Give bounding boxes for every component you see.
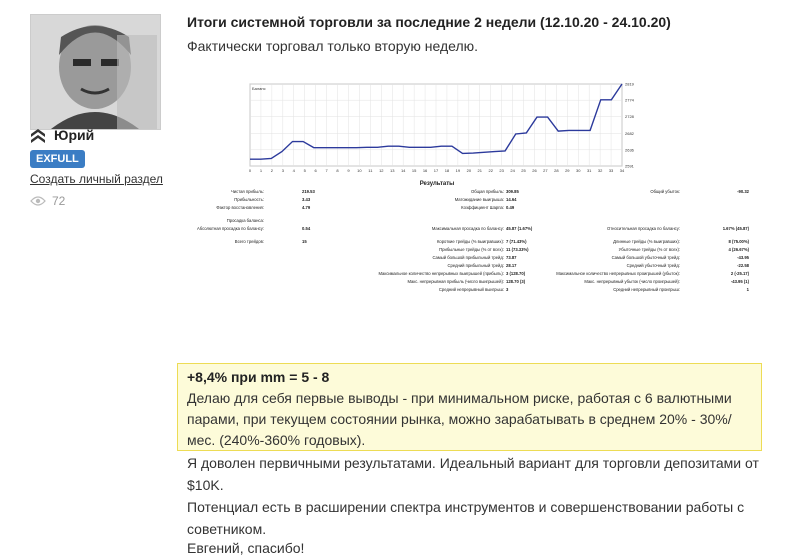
y-tick-label: 2682 [625, 130, 634, 136]
report-label: Матожидание выигрыша: [454, 197, 504, 202]
balance-chart [249, 82, 635, 174]
x-tick-label: 32 [597, 168, 603, 173]
report-value: 4 (26.67%) [728, 247, 749, 252]
report-label: Убыточные трейды (% от всех): [618, 247, 680, 252]
x-tick-label: 12 [379, 168, 384, 173]
highlight-title: +8,4% при mm = 5 - 8 [187, 369, 330, 385]
report-value: 128.70 (3) [506, 279, 526, 284]
post-title: Итоги системной торговли за последние 2 недели (12.10.20 - 24.10.20) [187, 14, 671, 30]
report-value: 309.85 [506, 189, 519, 194]
report-value: 14.64 [506, 197, 517, 202]
x-tick-label: 26 [532, 168, 537, 173]
report-value: 73.87 [506, 255, 517, 260]
report-heading: Результаты [419, 181, 455, 187]
x-tick-label: 6 [314, 168, 317, 173]
report-row [235, 239, 750, 244]
report-row [439, 247, 749, 252]
report-row [379, 271, 750, 276]
report-row [227, 218, 264, 223]
views-value: 72 [52, 194, 66, 208]
x-tick-label: 10 [357, 168, 362, 173]
paragraph-results: Я доволен первичными результатами. Идеальный вариант для торговли депозитами от $10K. [187, 455, 759, 493]
report-label: Коэффициент Шарпа: [461, 205, 504, 210]
y-tick-label: 2728 [625, 114, 634, 120]
x-tick-label: 31 [586, 168, 592, 173]
post-subtitle: Фактически торговал только вторую неделю. [187, 38, 478, 54]
x-tick-label: 14 [400, 168, 406, 173]
report-value: 3 [506, 287, 509, 292]
paragraph-thanks: Евгений, спасибо! [187, 540, 305, 556]
x-tick-label: 18 [444, 168, 450, 173]
report-value: -43.95 (1) [730, 279, 749, 284]
report-table [197, 189, 750, 292]
avatar-image [31, 15, 160, 129]
report-label: Макс. непрерывный убыток (число проигрышей): [584, 279, 680, 284]
report-value: 2 (-25.17) [730, 271, 749, 276]
report-row [447, 263, 749, 268]
x-tick-label: 25 [521, 168, 526, 173]
x-tick-label: 11 [368, 168, 373, 173]
report-label: Чистая прибыль: [231, 189, 264, 194]
x-tick-label: 23 [499, 168, 504, 173]
x-tick-label: 0 [248, 168, 252, 173]
report-value: 219.53 [302, 189, 315, 194]
report-value: 28.17 [506, 263, 517, 268]
report-value: 3 (128.70) [506, 271, 526, 276]
x-tick-label: 30 [576, 168, 581, 173]
y-tick-label: 2636 [625, 147, 634, 153]
report-label: Общая прибыль: [471, 189, 504, 194]
report-label: Средний непрерывный выигрыш: [438, 287, 504, 292]
report-label: Самый большой прибыльный трейд: [432, 255, 504, 260]
x-tick-label: 13 [390, 168, 395, 173]
report-value: 7 (71.43%) [506, 239, 527, 244]
x-tick-label: 4 [292, 168, 295, 173]
eye-icon [30, 196, 46, 206]
report-row [439, 287, 750, 292]
report-value: 8 (75.00%) [728, 239, 749, 244]
report-label: Прибыльность: [234, 197, 264, 202]
y-tick-label: 2774 [625, 97, 634, 103]
report-value: 1 [746, 287, 749, 292]
x-tick-label: 24 [510, 168, 515, 173]
report-row [197, 226, 750, 231]
chart-legend: Баланс [252, 86, 266, 91]
report-label: Самый большой убыточный трейд: [611, 255, 680, 260]
report-label: Короткие трейды (% выигравших): [436, 239, 504, 244]
username [30, 127, 94, 143]
report-label: Средний прибыльный трейд: [447, 263, 504, 268]
report-label: Прибыльные трейды (% от всех): [439, 247, 504, 252]
report-value: -90.32 [737, 189, 749, 194]
x-tick-label: 19 [455, 168, 461, 173]
x-tick-label: 29 [565, 168, 570, 173]
report-label: Всего трейдов: [234, 239, 264, 244]
x-tick-label: 20 [466, 168, 472, 173]
report-row [231, 189, 750, 194]
rank-chevrons-icon [30, 127, 46, 143]
x-tick-label: 3 [281, 168, 284, 173]
report-label: Длинные трейды (% выигравших): [613, 239, 680, 244]
report-label: Относительная просадка по балансу: [606, 226, 680, 231]
x-tick-label: 27 [543, 168, 548, 173]
trading-report [196, 81, 774, 332]
status-badge: EXFULL [30, 150, 85, 168]
report-row [216, 205, 514, 210]
report-label: Просадка баланса: [226, 218, 264, 223]
report-row [407, 279, 749, 284]
x-tick-label: 34 [619, 168, 625, 173]
report-value: 45.87 (1.67%) [506, 226, 533, 231]
x-tick-label: 17 [433, 168, 439, 173]
report-label: Максимальное количество непрерывных выигрышей (прибыль): [378, 271, 504, 276]
y-tick-label: 2591 [625, 163, 634, 169]
report-value: -43.95 [737, 255, 749, 260]
report-label: Макс. непрерывная прибыль (число выигрышей): [407, 279, 504, 284]
highlight-text: Делаю для себя первые выводы - при минимальном риске, работая с 6 валютными парами, при текущем состоянии рынка, можно зарабатывать в среднем 20% - 30%/мес. (240%-360% годовых). [187, 390, 732, 448]
x-tick-label: 9 [347, 168, 350, 173]
report-label: Средний непрерывный проигрыш: [613, 287, 680, 292]
report-value: -22.58 [737, 263, 749, 268]
report-value: 0.54 [302, 226, 311, 231]
report-value: 0.49 [506, 205, 515, 210]
x-tick-label: 7 [325, 168, 328, 173]
report-value: 11 (73.33%) [506, 247, 529, 252]
report-label: Фактор восстановления: [216, 205, 264, 210]
x-tick-label: 5 [303, 168, 306, 173]
x-tick-label: 1 [259, 168, 263, 173]
create-section-link[interactable]: Создать личный раздел [30, 172, 163, 186]
x-tick-label: 15 [411, 168, 417, 173]
report-value: 15 [302, 239, 307, 244]
report-value: 4.79 [302, 205, 311, 210]
x-tick-label: 21 [477, 168, 482, 173]
paragraph-potential: Потенциал есть в расширении спектра инструментов и совершенствовании работы с советником. [187, 499, 745, 537]
user-name[interactable]: Юрий [54, 127, 95, 143]
avatar[interactable] [30, 14, 161, 130]
report-label: Общий убыток: [650, 189, 680, 194]
views-count [30, 194, 65, 208]
report-value: 1.67% (45.87) [722, 226, 749, 231]
x-tick-label: 16 [422, 168, 428, 173]
report-label: Абсолютная просадка по балансу: [196, 226, 264, 231]
report-label: Средний убыточный трейд: [626, 263, 680, 268]
report-row [432, 255, 749, 260]
x-tick-label: 8 [336, 168, 339, 173]
report-value: 3.43 [302, 197, 311, 202]
report-label: Максимальное количество непрерывных проигрышей (убыток): [556, 271, 680, 276]
y-tick-label: 2819 [625, 81, 634, 87]
report-label: Максимальная просадка по балансу: [431, 226, 504, 231]
x-tick-label: 33 [608, 168, 614, 173]
x-tick-label: 22 [488, 168, 493, 173]
report-row [234, 197, 517, 202]
x-tick-label: 2 [270, 168, 273, 173]
x-tick-label: 28 [554, 168, 559, 173]
highlight-box [177, 363, 762, 451]
